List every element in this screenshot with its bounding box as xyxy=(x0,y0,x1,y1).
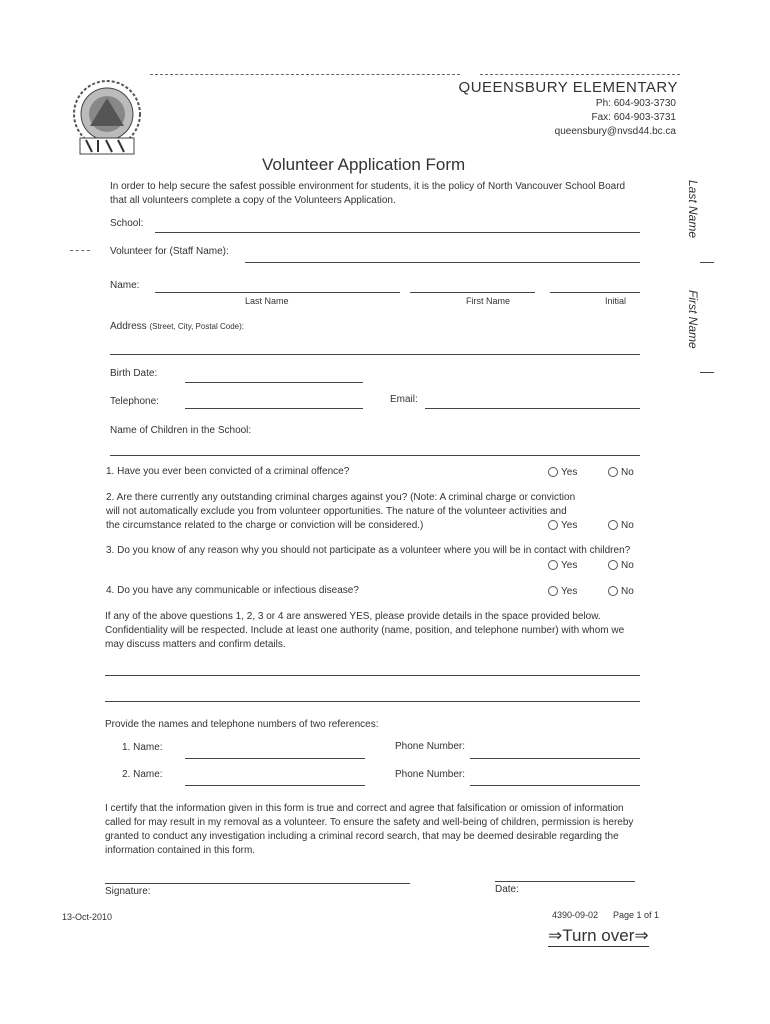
details-note: If any of the above questions 1, 2, 3 or 4 are answered YES, please provide details in the space provided below. Confidentiality will be respected. Include at least one authority (name, position, and telephone number) with whom we may discuss matters and confirm details. xyxy=(105,611,625,650)
telephone-field[interactable] xyxy=(185,408,363,409)
school-field[interactable] xyxy=(155,232,640,233)
question-number: 1. xyxy=(106,466,115,477)
question-4 xyxy=(106,584,536,598)
school-email: queensbury@nvsd44.bc.ca xyxy=(554,126,676,137)
turn-over-arrow-icon: ⇒ xyxy=(634,926,649,945)
reference-1-phone-label: Phone Number: xyxy=(395,741,466,752)
reference-1-name-label: 1. Name: xyxy=(122,742,163,753)
children-label: Name of Children in the School: xyxy=(110,425,252,436)
option-label: Yes xyxy=(561,520,578,531)
date-label: Date: xyxy=(495,884,519,895)
radio-icon xyxy=(548,586,558,596)
birth-date-field[interactable] xyxy=(185,382,363,383)
margin-mark xyxy=(70,250,90,251)
form-code: 4390-09-02 xyxy=(552,910,599,920)
option-label: Yes xyxy=(561,586,578,597)
reference-1-name-field[interactable] xyxy=(185,758,365,759)
page-number: Page 1 of 1 xyxy=(613,910,660,920)
reference-1-phone-field[interactable] xyxy=(470,758,640,759)
question-2 xyxy=(106,491,576,533)
turn-over xyxy=(548,926,649,947)
question-3 xyxy=(106,544,636,558)
references-intro: Provide the names and telephone numbers of two references: xyxy=(105,719,379,730)
q4-no-option[interactable] xyxy=(608,586,634,597)
details-field[interactable] xyxy=(105,675,640,676)
reference-2-phone-label: Phone Number: xyxy=(395,769,466,780)
radio-icon xyxy=(548,560,558,570)
signature-label: Signature: xyxy=(105,886,151,897)
radio-icon xyxy=(608,586,618,596)
q2-yes-option[interactable] xyxy=(548,520,577,531)
q2-no-option[interactable] xyxy=(608,520,634,531)
school-fax: Fax: 604-903-3731 xyxy=(591,112,676,123)
option-label: Yes xyxy=(561,560,578,571)
question-number: 2. xyxy=(106,492,115,503)
reference-2-phone-field[interactable] xyxy=(470,785,640,786)
q4-yes-option[interactable] xyxy=(548,586,577,597)
radio-icon xyxy=(608,520,618,530)
q1-yes-option[interactable] xyxy=(548,467,577,478)
form-title: Volunteer Application Form xyxy=(262,155,466,174)
header-divider xyxy=(150,74,460,75)
school-logo xyxy=(62,78,152,160)
certify-text: I certify that the information given in this form is true and correct and agree that falsification or omission of information called for may result in my removal as a volunteer. To ensure the safety and well-being of children, permission is hereby granted to conduct any investigation including a criminal record search, that may be deemed desirable regarding the information contained in this form. xyxy=(105,803,634,856)
address-label xyxy=(110,321,244,332)
side-divider xyxy=(700,372,714,373)
turn-over-label: Turn over xyxy=(562,926,635,945)
first-name-field[interactable] xyxy=(410,292,535,293)
birth-date-label: Birth Date: xyxy=(110,368,158,379)
question-number: 3. xyxy=(106,545,115,556)
option-label: No xyxy=(621,467,634,478)
address-hint: (Street, City, Postal Code): xyxy=(149,322,245,331)
option-label: No xyxy=(621,520,634,531)
last-name-caption: Last Name xyxy=(245,296,289,306)
volunteer-for-field[interactable] xyxy=(245,262,640,263)
q1-no-option[interactable] xyxy=(608,467,634,478)
radio-icon xyxy=(608,467,618,477)
date-field[interactable] xyxy=(495,881,635,882)
question-1 xyxy=(106,465,536,479)
name-label: Name: xyxy=(110,280,140,291)
school-phone: Ph: 604-903-3730 xyxy=(595,98,676,109)
initial-caption: Initial xyxy=(605,296,627,306)
turn-over-arrow-icon: ⇒ xyxy=(548,926,563,945)
school-name: QUEENSBURY ELEMENTARY xyxy=(458,79,678,96)
header-divider xyxy=(480,74,680,75)
side-label-first-name: First Name xyxy=(686,290,700,349)
radio-icon xyxy=(608,560,618,570)
option-label: No xyxy=(621,560,634,571)
reference-2-name-label: 2. Name: xyxy=(122,769,163,780)
radio-icon xyxy=(548,520,558,530)
telephone-label: Telephone: xyxy=(110,396,159,407)
reference-2-name-field[interactable] xyxy=(185,785,365,786)
email-field[interactable] xyxy=(425,408,640,409)
last-name-field[interactable] xyxy=(155,292,400,293)
question-text: Are there currently any outstanding criminal charges against you? (Note: A criminal charge or conviction will not automatically exclude you from volunteer opportunities. The nature of the volunteer activities and the circumstance related to the charge or conviction will be considered.) xyxy=(106,492,576,531)
side-label-last-name: Last Name xyxy=(686,180,700,239)
address-field[interactable] xyxy=(110,354,640,355)
option-label: No xyxy=(621,586,634,597)
question-text: Do you have any communicable or infectious disease? xyxy=(117,585,359,596)
school-label: School: xyxy=(110,218,144,229)
signature-field[interactable] xyxy=(105,883,410,884)
question-number: 4. xyxy=(106,585,115,596)
option-label: Yes xyxy=(561,467,578,478)
question-text: Have you ever been convicted of a criminal offence? xyxy=(117,466,350,477)
q3-yes-option[interactable] xyxy=(548,560,577,571)
email-label: Email: xyxy=(390,394,418,405)
side-divider xyxy=(700,262,714,263)
initial-field[interactable] xyxy=(550,292,640,293)
print-date: 13-Oct-2010 xyxy=(62,912,113,922)
details-field[interactable] xyxy=(105,701,640,702)
question-text: Do you know of any reason why you should not participate as a volunteer where you will be in contact with children? xyxy=(117,545,631,556)
first-name-caption: First Name xyxy=(466,296,511,306)
q3-no-option[interactable] xyxy=(608,560,634,571)
intro-text: In order to help secure the safest possible environment for students, it is the policy of North Vancouver School Board that all volunteers complete a copy of the Volunteers Application. xyxy=(110,181,626,206)
children-field[interactable] xyxy=(110,455,640,456)
volunteer-for-label: Volunteer for (Staff Name): xyxy=(110,246,229,257)
radio-icon xyxy=(548,467,558,477)
address-label-text: Address xyxy=(110,321,147,332)
